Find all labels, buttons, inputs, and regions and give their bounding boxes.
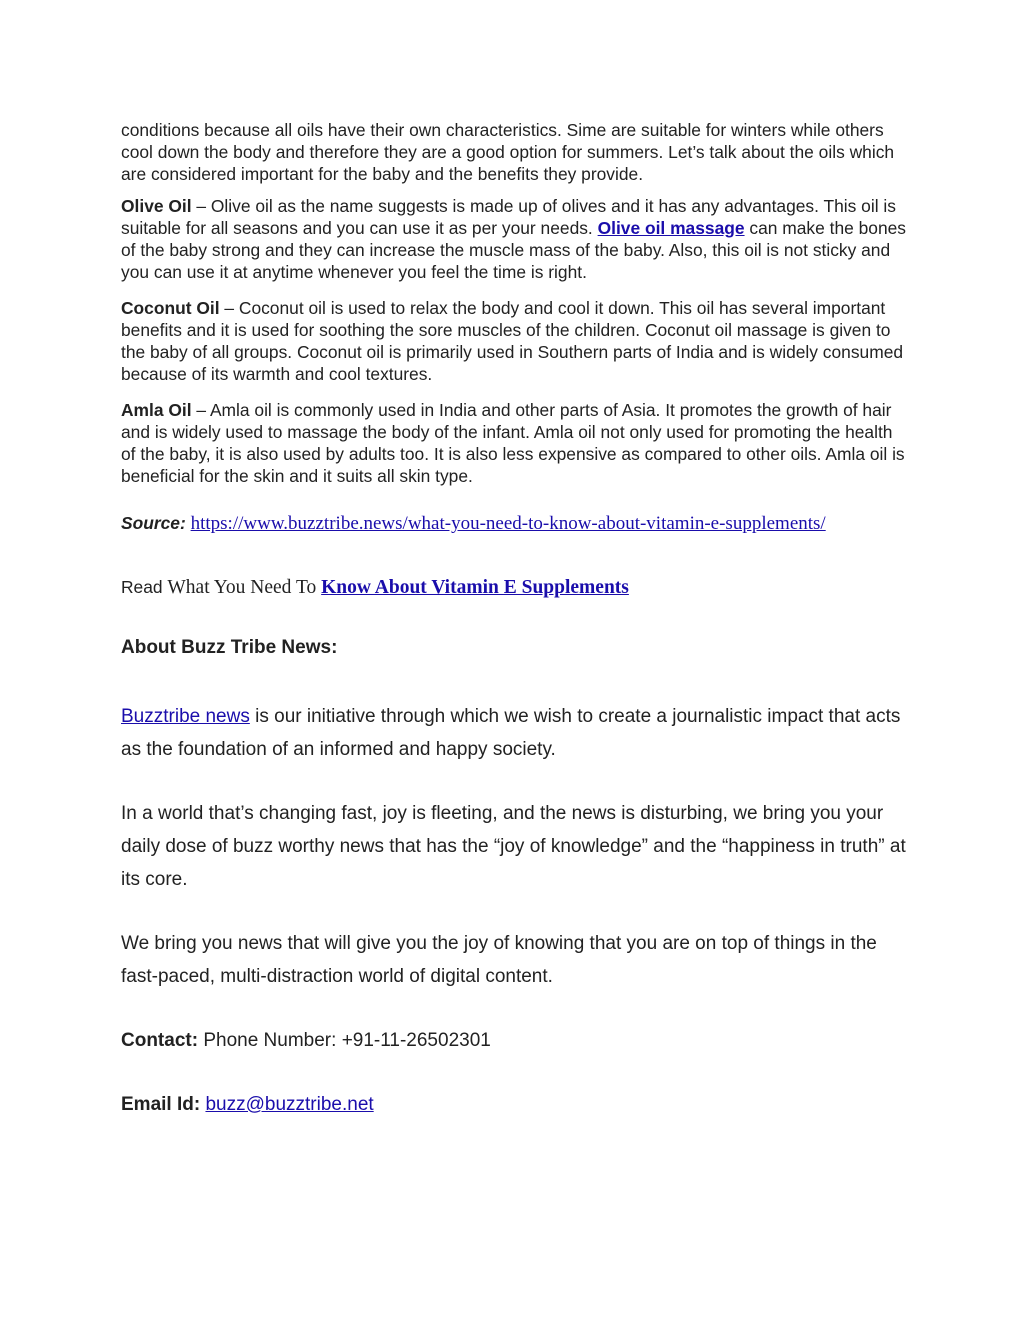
amla-oil-paragraph (121, 399, 911, 487)
read-prefix: Read (121, 577, 168, 597)
source-line (121, 513, 911, 543)
document-page (121, 119, 911, 1121)
olive-oil-massage-link[interactable]: Olive oil massage (597, 218, 745, 238)
amla-oil-text: – Amla oil is commonly used in India and other parts of Asia. It promotes the growth of hair and is widely used to massage the body of the infant. Amla oil not only used for promoting the health of the baby, it is also used by adults too. It is also less expensive as compared to other oils. Amla oil is beneficial for the skin and it suits all skin type. (121, 400, 905, 486)
coconut-oil-text: – Coconut oil is used to relax the body and cool it down. This oil has several important benefits and it is used for soothing the sore muscles of the children. Coconut oil massage is given to the baby of all groups. Coconut oil is primarily used in Southern parts of India and is widely consumed because of its warmth and cool textures. (121, 298, 904, 384)
about-heading: About Buzz Tribe News: (121, 637, 338, 658)
contact-line (121, 1024, 911, 1057)
about-paragraph-2: In a world that’s changing fast, joy is fleeting, and the news is disturbing, we bring you your daily dose of buzz worthy news that has the “joy of knowledge” and the “happiness in truth” at its core. (121, 803, 906, 890)
email-link[interactable]: buzz@buzztribe.net (205, 1094, 374, 1115)
source-label: Source: (121, 513, 186, 533)
intro-paragraph: conditions because all oils have their own characteristics. Sime are suitable for winters while others cool down the body and therefore they are a good option for summers. Let’s talk about the oils which are considered important for the baby and the benefits they provide. (121, 120, 895, 184)
olive-oil-text-2: can make the bones of the baby strong and they can increase the muscle mass of the baby. Also, this oil is not sticky and you can use it at anytime whenever you feel the time is right. (121, 218, 906, 282)
buzztribe-news-link[interactable]: Buzztribe news (121, 706, 250, 727)
contact-phone: Phone Number: +91-11-26502301 (198, 1030, 491, 1051)
amla-oil-title: Amla Oil (121, 400, 192, 420)
read-more-line (121, 577, 911, 607)
olive-oil-text-1: – Olive oil as the name suggests is made up of olives and it has any advantages. This oil is suitable for all seasons and you can use it as per your needs. (121, 196, 896, 238)
email-label: Email Id: (121, 1094, 201, 1115)
olive-oil-title: Olive Oil (121, 196, 192, 216)
contact-label: Contact: (121, 1030, 199, 1051)
about-paragraph-3: We bring you news that will give you the joy of knowing that you are on top of things in the fast-paced, multi-distraction world of digital content. (121, 933, 877, 987)
vitamin-e-article-link[interactable]: Know About Vitamin E Supplements (321, 577, 629, 598)
about-paragraph-1-text: is our initiative through which we wish to create a journalistic impact that acts as the foundation of an informed and happy society. (121, 706, 901, 760)
read-serif-text: What You Need To (167, 577, 322, 598)
coconut-oil-paragraph (121, 297, 911, 385)
olive-oil-paragraph (121, 195, 911, 283)
coconut-oil-title: Coconut Oil (121, 298, 220, 318)
source-url-link[interactable]: https://www.buzztribe.news/what-you-need-to-know-about-vitamin-e-supplements/ (190, 513, 826, 534)
about-paragraph-1 (121, 700, 911, 766)
email-line (121, 1088, 911, 1121)
